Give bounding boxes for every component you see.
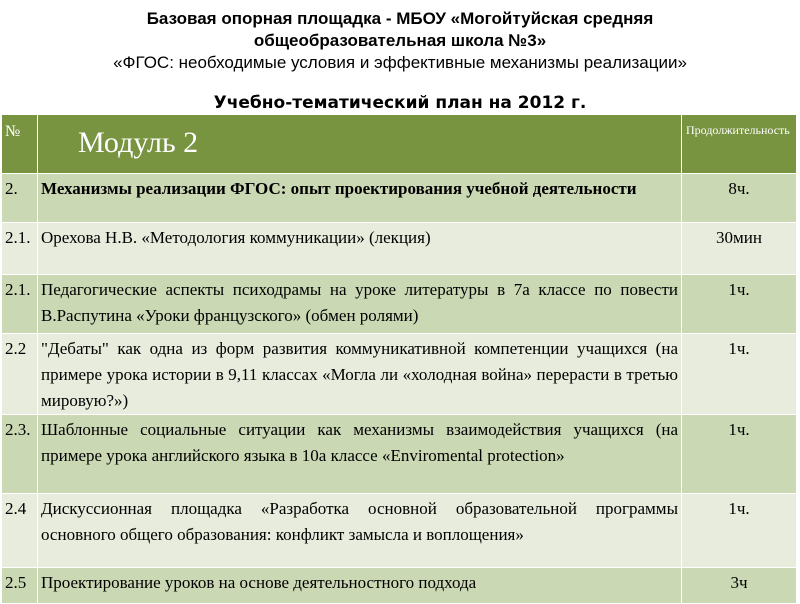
row-duration: 1ч. [682, 334, 797, 415]
study-plan-table [1, 114, 797, 604]
row-content: Механизмы реализации ФГОС: опыт проектирования учебной деятельности [38, 174, 682, 223]
row-content: "Дебаты" как одна из форм развития коммуникативной компетенции учащихся (на примере урока истории в 9,11 классах «Могла ли «холодная война» перерасти в третью мировую?») [38, 334, 682, 415]
row-number: 2.1. [2, 223, 38, 275]
row-duration: 30мин [682, 223, 797, 275]
row-number: 2.5 [2, 568, 38, 604]
header-number: № [2, 115, 38, 174]
table-row [2, 494, 797, 568]
row-duration: 1ч. [682, 415, 797, 494]
table-row [2, 415, 797, 494]
row-number: 2.3. [2, 415, 38, 494]
row-number: 2.2 [2, 334, 38, 415]
row-duration: 1ч. [682, 494, 797, 568]
row-duration: 3ч [682, 568, 797, 604]
row-content: Орехова Н.В. «Методология коммуникации» (лекция) [38, 223, 682, 275]
table-row [2, 275, 797, 334]
row-number: 2.1. [2, 275, 38, 334]
document-header [0, 8, 800, 74]
table-row [2, 223, 797, 275]
row-content: Педагогические аспекты психодрамы на уроке литературы в 7а классе по повести В.Распутина «Уроки французского» (обмен ролями) [38, 275, 682, 334]
row-content: Дискуссионная площадка «Разработка основной образовательной программы основного общего образования: конфликт замысла и воплощения» [38, 494, 682, 568]
header-line-1: Базовая опорная площадка - МБОУ «Могойтуйская средняя [146, 9, 654, 28]
header-duration: Продолжительность [682, 115, 797, 174]
row-content: Проектирование уроков на основе деятельностного подхода [38, 568, 682, 604]
table-row [2, 334, 797, 415]
row-number: 2. [2, 174, 38, 223]
table-row [2, 568, 797, 604]
row-number: 2.4 [2, 494, 38, 568]
header-module: Модуль 2 [38, 115, 682, 174]
table-header-row [2, 115, 797, 174]
row-duration: 8ч. [682, 174, 797, 223]
row-content: Шаблонные социальные ситуации как механизмы взаимодействия учащихся (на примере урока английского языка в 10а классе «Enviromental protection» [38, 415, 682, 494]
header-line-3: «ФГОС: необходимые условия и эффективные механизмы реализации» [113, 53, 687, 72]
plan-title: Учебно-тематический план на 2012 г. [213, 93, 587, 113]
row-duration: 1ч. [682, 275, 797, 334]
header-line-2: общеобразовательная школа №3» [253, 31, 547, 50]
table-row [2, 174, 797, 223]
